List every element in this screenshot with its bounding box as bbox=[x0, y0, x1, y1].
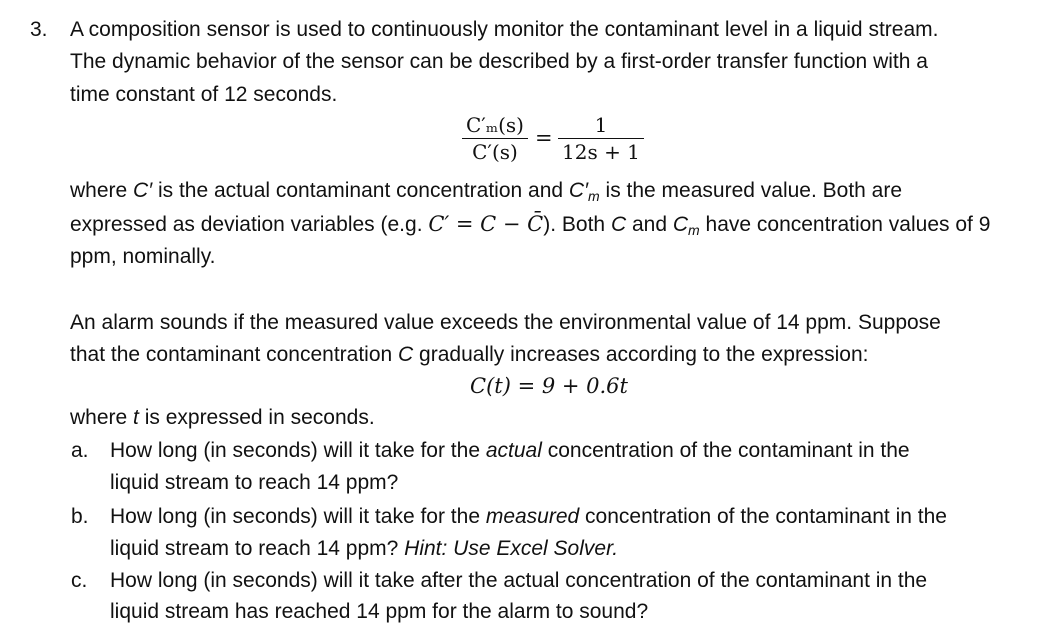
symbol-cm: C bbox=[672, 213, 689, 236]
ramp-equation: C(t) = 9 + 0.6t bbox=[470, 374, 628, 398]
intro-line-1: A composition sensor is used to continuously monitor the contaminant level in a liquid stream. bbox=[70, 18, 939, 41]
deviation-text-end: have concentration values of 9 bbox=[699, 213, 991, 236]
and-text: and bbox=[626, 213, 673, 236]
alarm-line-1: An alarm sounds if the measured value exceeds the environmental value of 14 ppm. Suppose bbox=[70, 311, 941, 334]
transfer-function-lhs bbox=[462, 112, 528, 165]
part-a-text-end: concentration of the contaminant in the bbox=[541, 439, 910, 462]
part-c-line-1: How long (in seconds) will it take after the actual concentration of the contaminant in the bbox=[110, 569, 928, 592]
tf-numerator: C′ₘ(s) bbox=[462, 112, 528, 139]
deviation-equation: C′ = C − C̄ bbox=[428, 212, 544, 236]
transfer-function-rhs bbox=[558, 112, 644, 165]
where-line-1 bbox=[70, 177, 902, 210]
part-b-text-end: concentration of the contaminant in the bbox=[579, 505, 947, 528]
alarm-text: that the contaminant concentration bbox=[70, 343, 399, 366]
where-line-2 bbox=[70, 210, 990, 244]
symbol-cm-sub-2: m bbox=[688, 222, 700, 238]
part-b-text-2: liquid stream to reach 14 ppm? bbox=[110, 537, 405, 560]
tf-rhs-numerator: 1 bbox=[558, 112, 644, 139]
part-b-line-1 bbox=[110, 503, 947, 531]
where-text-mid: is the actual contaminant concentration and bbox=[152, 179, 569, 202]
part-a-line-2: liquid stream to reach 14 ppm? bbox=[110, 471, 399, 494]
part-b-text: How long (in seconds) will it take for the bbox=[110, 505, 486, 528]
tf-rhs-denominator: 12s + 1 bbox=[562, 140, 640, 164]
part-c-line-2: liquid stream has reached 14 ppm for the alarm to sound? bbox=[110, 600, 649, 623]
problem-number: 3. bbox=[30, 18, 48, 41]
part-c-marker: c. bbox=[71, 569, 88, 592]
symbol-cm-sub: m bbox=[588, 188, 600, 204]
symbol-c-prime: C′ bbox=[133, 179, 153, 202]
tf-equals: = bbox=[535, 126, 553, 150]
intro-line-2: The dynamic behavior of the sensor can be described by a first-order transfer function with a bbox=[70, 50, 928, 73]
symbol-c: C bbox=[610, 213, 627, 236]
symbol-c-alarm: C bbox=[398, 343, 414, 366]
part-a-text: How long (in seconds) will it take for the bbox=[110, 439, 486, 462]
part-a-marker: a. bbox=[71, 439, 89, 462]
deviation-text: expressed as deviation variables (e.g. bbox=[70, 213, 429, 236]
where-text: where bbox=[70, 179, 134, 202]
intro-line-3: time constant of 12 seconds. bbox=[70, 83, 338, 106]
alarm-text-end: gradually increases according to the expression: bbox=[413, 343, 869, 366]
part-b-line-2 bbox=[110, 535, 618, 563]
symbol-t: t bbox=[133, 406, 139, 429]
where-t-text: where bbox=[70, 406, 134, 429]
where-text-end: is the measured value. Both are bbox=[599, 179, 903, 202]
tf-denominator: C′(s) bbox=[472, 140, 518, 164]
part-b-hint: Hint: Use Excel Solver. bbox=[404, 537, 619, 560]
part-a-emphasis: actual bbox=[485, 439, 542, 462]
deviation-text-mid: ). Both bbox=[543, 213, 611, 236]
part-b-marker: b. bbox=[71, 505, 89, 528]
part-b-emphasis: measured bbox=[485, 505, 580, 528]
alarm-line-2 bbox=[70, 341, 868, 369]
where-t-text-end: is expressed in seconds. bbox=[138, 406, 375, 429]
symbol-cm-prime: C′ bbox=[568, 179, 589, 202]
where-t-line bbox=[70, 404, 375, 432]
part-a-line-1 bbox=[110, 437, 910, 465]
where-line-3: ppm, nominally. bbox=[70, 245, 216, 268]
